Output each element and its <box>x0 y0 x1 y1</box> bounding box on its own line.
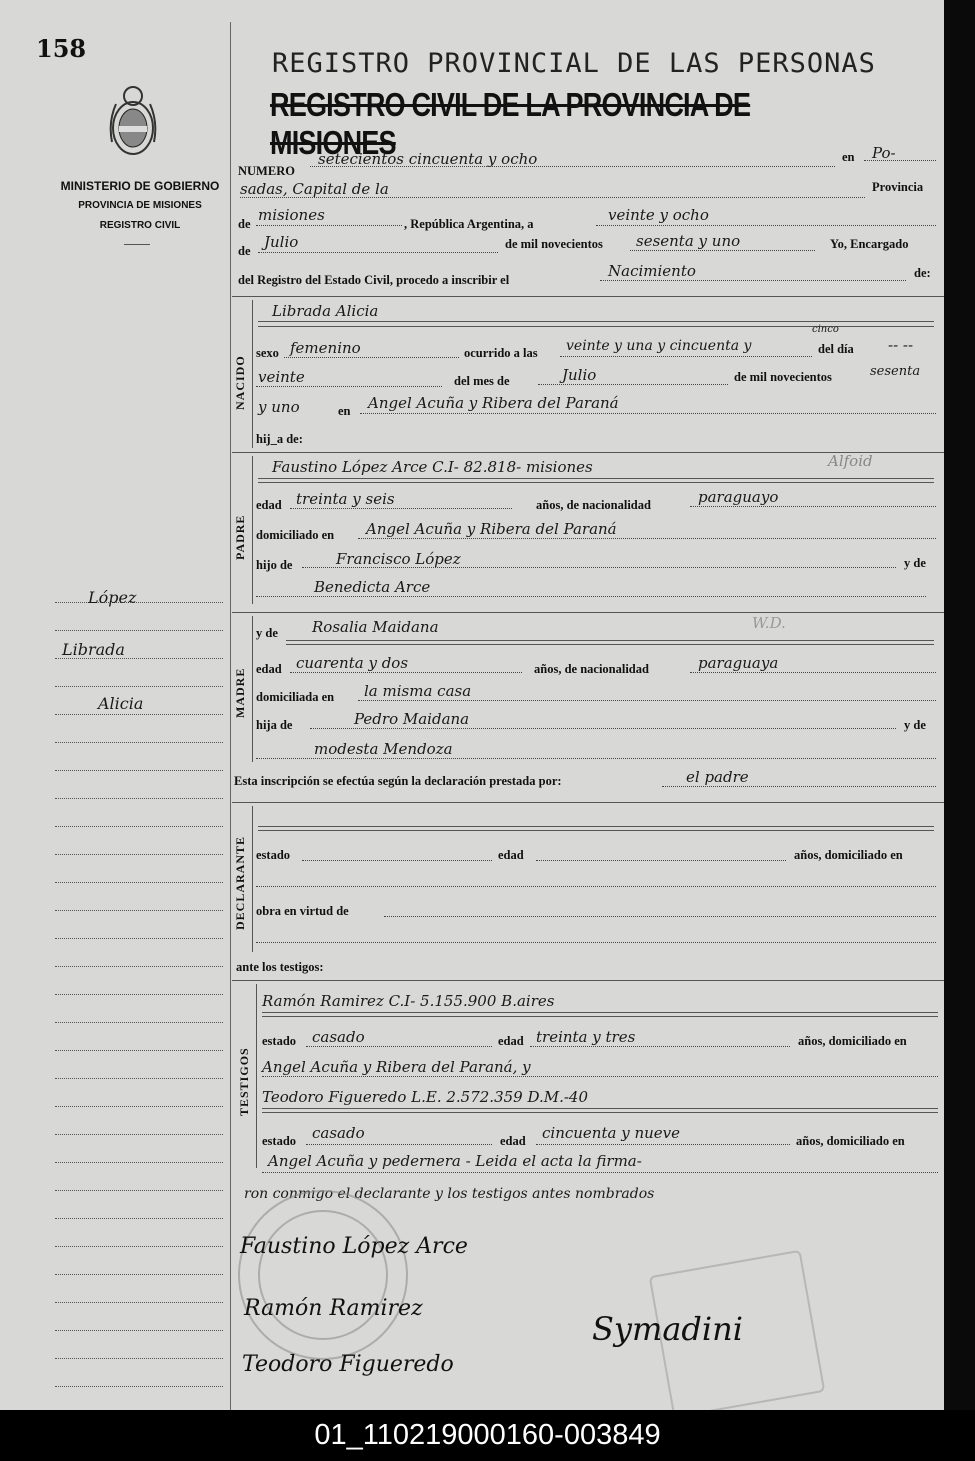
padre-domicilio: Angel Acuña y Ribera del Paraná <box>366 520 617 538</box>
section-testigos: TESTIGOS <box>237 1047 251 1116</box>
margin-rule <box>55 994 223 995</box>
padre-edad: treinta y seis <box>296 490 395 508</box>
label-edad-t1: edad <box>498 1034 524 1048</box>
label-y-de-madre: y de <box>256 626 278 640</box>
margin-rule <box>55 770 223 771</box>
label-del-dia: del día <box>818 342 854 356</box>
margin-rule <box>55 686 223 687</box>
label-del-registro: del Registro del Estado Civil, procedo a inscribir el <box>238 273 510 287</box>
margin-rule <box>55 1274 223 1275</box>
margin-rule <box>55 714 223 715</box>
margin-rule <box>55 966 223 967</box>
section-declarante: DECLARANTE <box>233 835 247 930</box>
label-domiciliada-madre: domiciliada en <box>256 690 335 704</box>
signature-3: Teodoro Figueredo <box>242 1352 454 1377</box>
nacido-nombre: Librada Alicia <box>272 302 379 320</box>
padre-marca: Alfoid <box>828 452 873 470</box>
entry-fecha-mes: Julio <box>264 233 299 251</box>
signature-4: Symadini <box>592 1310 743 1348</box>
padre-nacionalidad: paraguayo <box>698 488 779 506</box>
testigo1-nombre: Ramón Ramirez C.I- 5.155.900 B.aires <box>262 992 555 1010</box>
margin-apellido: López <box>88 588 137 607</box>
margin-nombre1: Librada <box>62 640 125 659</box>
signature-2: Ramón Ramirez <box>244 1296 423 1321</box>
label-de-2: de <box>238 244 251 258</box>
label-del-mes: del mes de <box>454 374 510 388</box>
label-anos-dom-dec: años, domiciliado en <box>794 848 903 862</box>
entry-numero: setecientos cincuenta y ocho <box>318 150 538 168</box>
entry-en: Po- <box>872 144 896 162</box>
coat-of-arms-icon <box>104 82 162 162</box>
label-y-de-padre: y de <box>904 556 926 570</box>
nacido-sexo: femenino <box>290 339 361 357</box>
label-estado-t1: estado <box>262 1034 297 1048</box>
label-anos-dom-t1: años, domiciliado en <box>798 1034 907 1048</box>
label-sexo: sexo <box>256 346 279 360</box>
label-en: en <box>842 150 855 164</box>
testigo2-edad: cincuenta y nueve <box>542 1124 680 1142</box>
label-edad-t2: edad <box>500 1134 526 1148</box>
label-anos-nac-padre: años, de nacionalidad <box>536 498 651 512</box>
label-de-mil-nov: de mil novecientos <box>734 370 832 384</box>
label-edad-madre: edad <box>256 662 282 676</box>
label-declaracion: Esta inscripción se efectúa según la declaración prestada por: <box>234 774 562 788</box>
entry-acto: Nacimiento <box>608 262 696 280</box>
madre-domicilio: la misma casa <box>364 682 472 700</box>
testigo2-nombre: Teodoro Figueredo L.E. 2.572.359 D.M.-40 <box>262 1088 589 1106</box>
declarante: el padre <box>686 768 749 786</box>
padre-hijo-de: Francisco López <box>336 550 461 568</box>
margin-rule <box>55 826 223 827</box>
cierre: ron conmigo el declarante y los testigos antes nombrados <box>244 1186 655 1202</box>
margin-nombre2: Alicia <box>98 694 144 713</box>
section-nacido: NACIDO <box>233 355 247 410</box>
label-ocurrido: ocurrido a las <box>464 346 538 360</box>
nacido-hora: veinte y una y cincuenta y <box>566 338 752 354</box>
margin-rule <box>55 1302 223 1303</box>
title-crossed-out: REGISTRO CIVIL DE LA PROVINCIA DE MISIONES <box>270 86 751 161</box>
testigo1-domicilio: Angel Acuña y Ribera del Paraná, y <box>262 1058 531 1076</box>
title-printed: REGISTRO PROVINCIAL DE LAS PERSONAS <box>272 48 876 79</box>
nacido-dia-dash: -- -- <box>888 336 914 354</box>
margin-rule <box>55 1162 223 1163</box>
label-ante: ante los testigos: <box>236 960 324 974</box>
margin-rule <box>55 854 223 855</box>
margin-rule <box>55 882 223 883</box>
label-obra: obra en virtud de <box>256 904 349 918</box>
nacido-mes: Julio <box>562 366 597 384</box>
margin-rule <box>55 938 223 939</box>
madre-nacionalidad: paraguaya <box>698 654 779 672</box>
margin-rule <box>55 742 223 743</box>
ministry-block <box>40 176 240 236</box>
label-de: de <box>238 217 251 231</box>
section-padre: PADRE <box>233 514 247 560</box>
scan-border <box>944 0 975 1410</box>
label-hija-de: hija de <box>256 718 293 732</box>
nacido-dia: veinte <box>258 368 305 386</box>
label-estado-t2: estado <box>262 1134 297 1148</box>
margin-rule <box>55 1358 223 1359</box>
margin-rule <box>55 1022 223 1023</box>
nacido-anio1: sesenta <box>870 364 921 379</box>
ministry-line1: MINISTERIO DE GOBIERNO <box>60 179 220 193</box>
testigo1-estado: casado <box>312 1028 365 1046</box>
label-hij-a-de: hij_a de: <box>256 432 303 446</box>
file-id-footer: 01_110219000160-003849 <box>0 1410 975 1461</box>
label-republica: , República Argentina, a <box>404 217 534 231</box>
label-de-colon: de: <box>914 266 931 280</box>
label-en2: en <box>338 404 351 418</box>
margin-rule <box>55 1078 223 1079</box>
nacido-lugar: Angel Acuña y Ribera del Paraná <box>368 394 619 412</box>
signature-1: Faustino López Arce <box>240 1234 468 1259</box>
nacido-hora-extra: cinco <box>812 324 839 335</box>
testigo2-estado: casado <box>312 1124 365 1142</box>
madre-hija-de: Pedro Maidana <box>354 710 470 728</box>
entry-provincia: misiones <box>258 206 325 224</box>
label-hijo-de: hijo de <box>256 558 293 572</box>
margin-rule <box>55 630 223 631</box>
margin-rule <box>55 910 223 911</box>
label-numero: NUMERO <box>238 164 295 178</box>
madre-nombre: Rosalia Maidana <box>312 618 439 636</box>
label-anos-nac-madre: años, de nacionalidad <box>534 662 649 676</box>
margin-rule <box>55 1134 223 1135</box>
margin-rule <box>55 1330 223 1331</box>
madre-y-de: modesta Mendoza <box>314 740 453 758</box>
madre-edad: cuarenta y dos <box>296 654 409 672</box>
testigo1-edad: treinta y tres <box>536 1028 636 1046</box>
label-provincia: Provincia <box>872 180 924 194</box>
ministry-line3: REGISTRO CIVIL <box>99 220 181 231</box>
entry-fecha-anio: sesenta y uno <box>636 232 741 250</box>
label-edad-dec: edad <box>498 848 524 862</box>
section-madre: MADRE <box>233 667 247 718</box>
label-anos-dom-t2: años, domiciliado en <box>796 1134 905 1148</box>
page-number: 158 <box>36 34 87 63</box>
label-de-mil: de mil novecientos <box>505 237 603 251</box>
ministry-line2: PROVINCIA DE MISIONES <box>78 200 202 211</box>
label-edad-padre: edad <box>256 498 282 512</box>
margin-rule <box>55 1106 223 1107</box>
testigo2-domicilio: Angel Acuña y pedernera - Leida el acta la firma- <box>268 1152 642 1170</box>
entry-fecha-dia: veinte y ocho <box>608 206 709 224</box>
padre-nombre: Faustino López Arce C.I- 82.818- misiones <box>272 458 593 476</box>
margin-rule <box>55 1050 223 1051</box>
label-yo: Yo, Encargado <box>830 237 909 251</box>
margin-rule <box>55 602 223 603</box>
margin-rule <box>55 798 223 799</box>
margin-rule <box>55 1218 223 1219</box>
label-y-de-madre2: y de <box>904 718 926 732</box>
label-estado-dec: estado <box>256 848 291 862</box>
label-domiciliado-padre: domiciliado en <box>256 528 335 542</box>
nacido-anio2: y uno <box>258 398 300 416</box>
madre-marca: W.D. <box>752 614 786 632</box>
padre-y-de: Benedicta Arce <box>314 578 431 596</box>
margin-rule <box>55 1386 223 1387</box>
margin-rule <box>55 1190 223 1191</box>
margin-rule <box>55 1246 223 1247</box>
entry-line2: sadas, Capital de la <box>240 180 389 198</box>
